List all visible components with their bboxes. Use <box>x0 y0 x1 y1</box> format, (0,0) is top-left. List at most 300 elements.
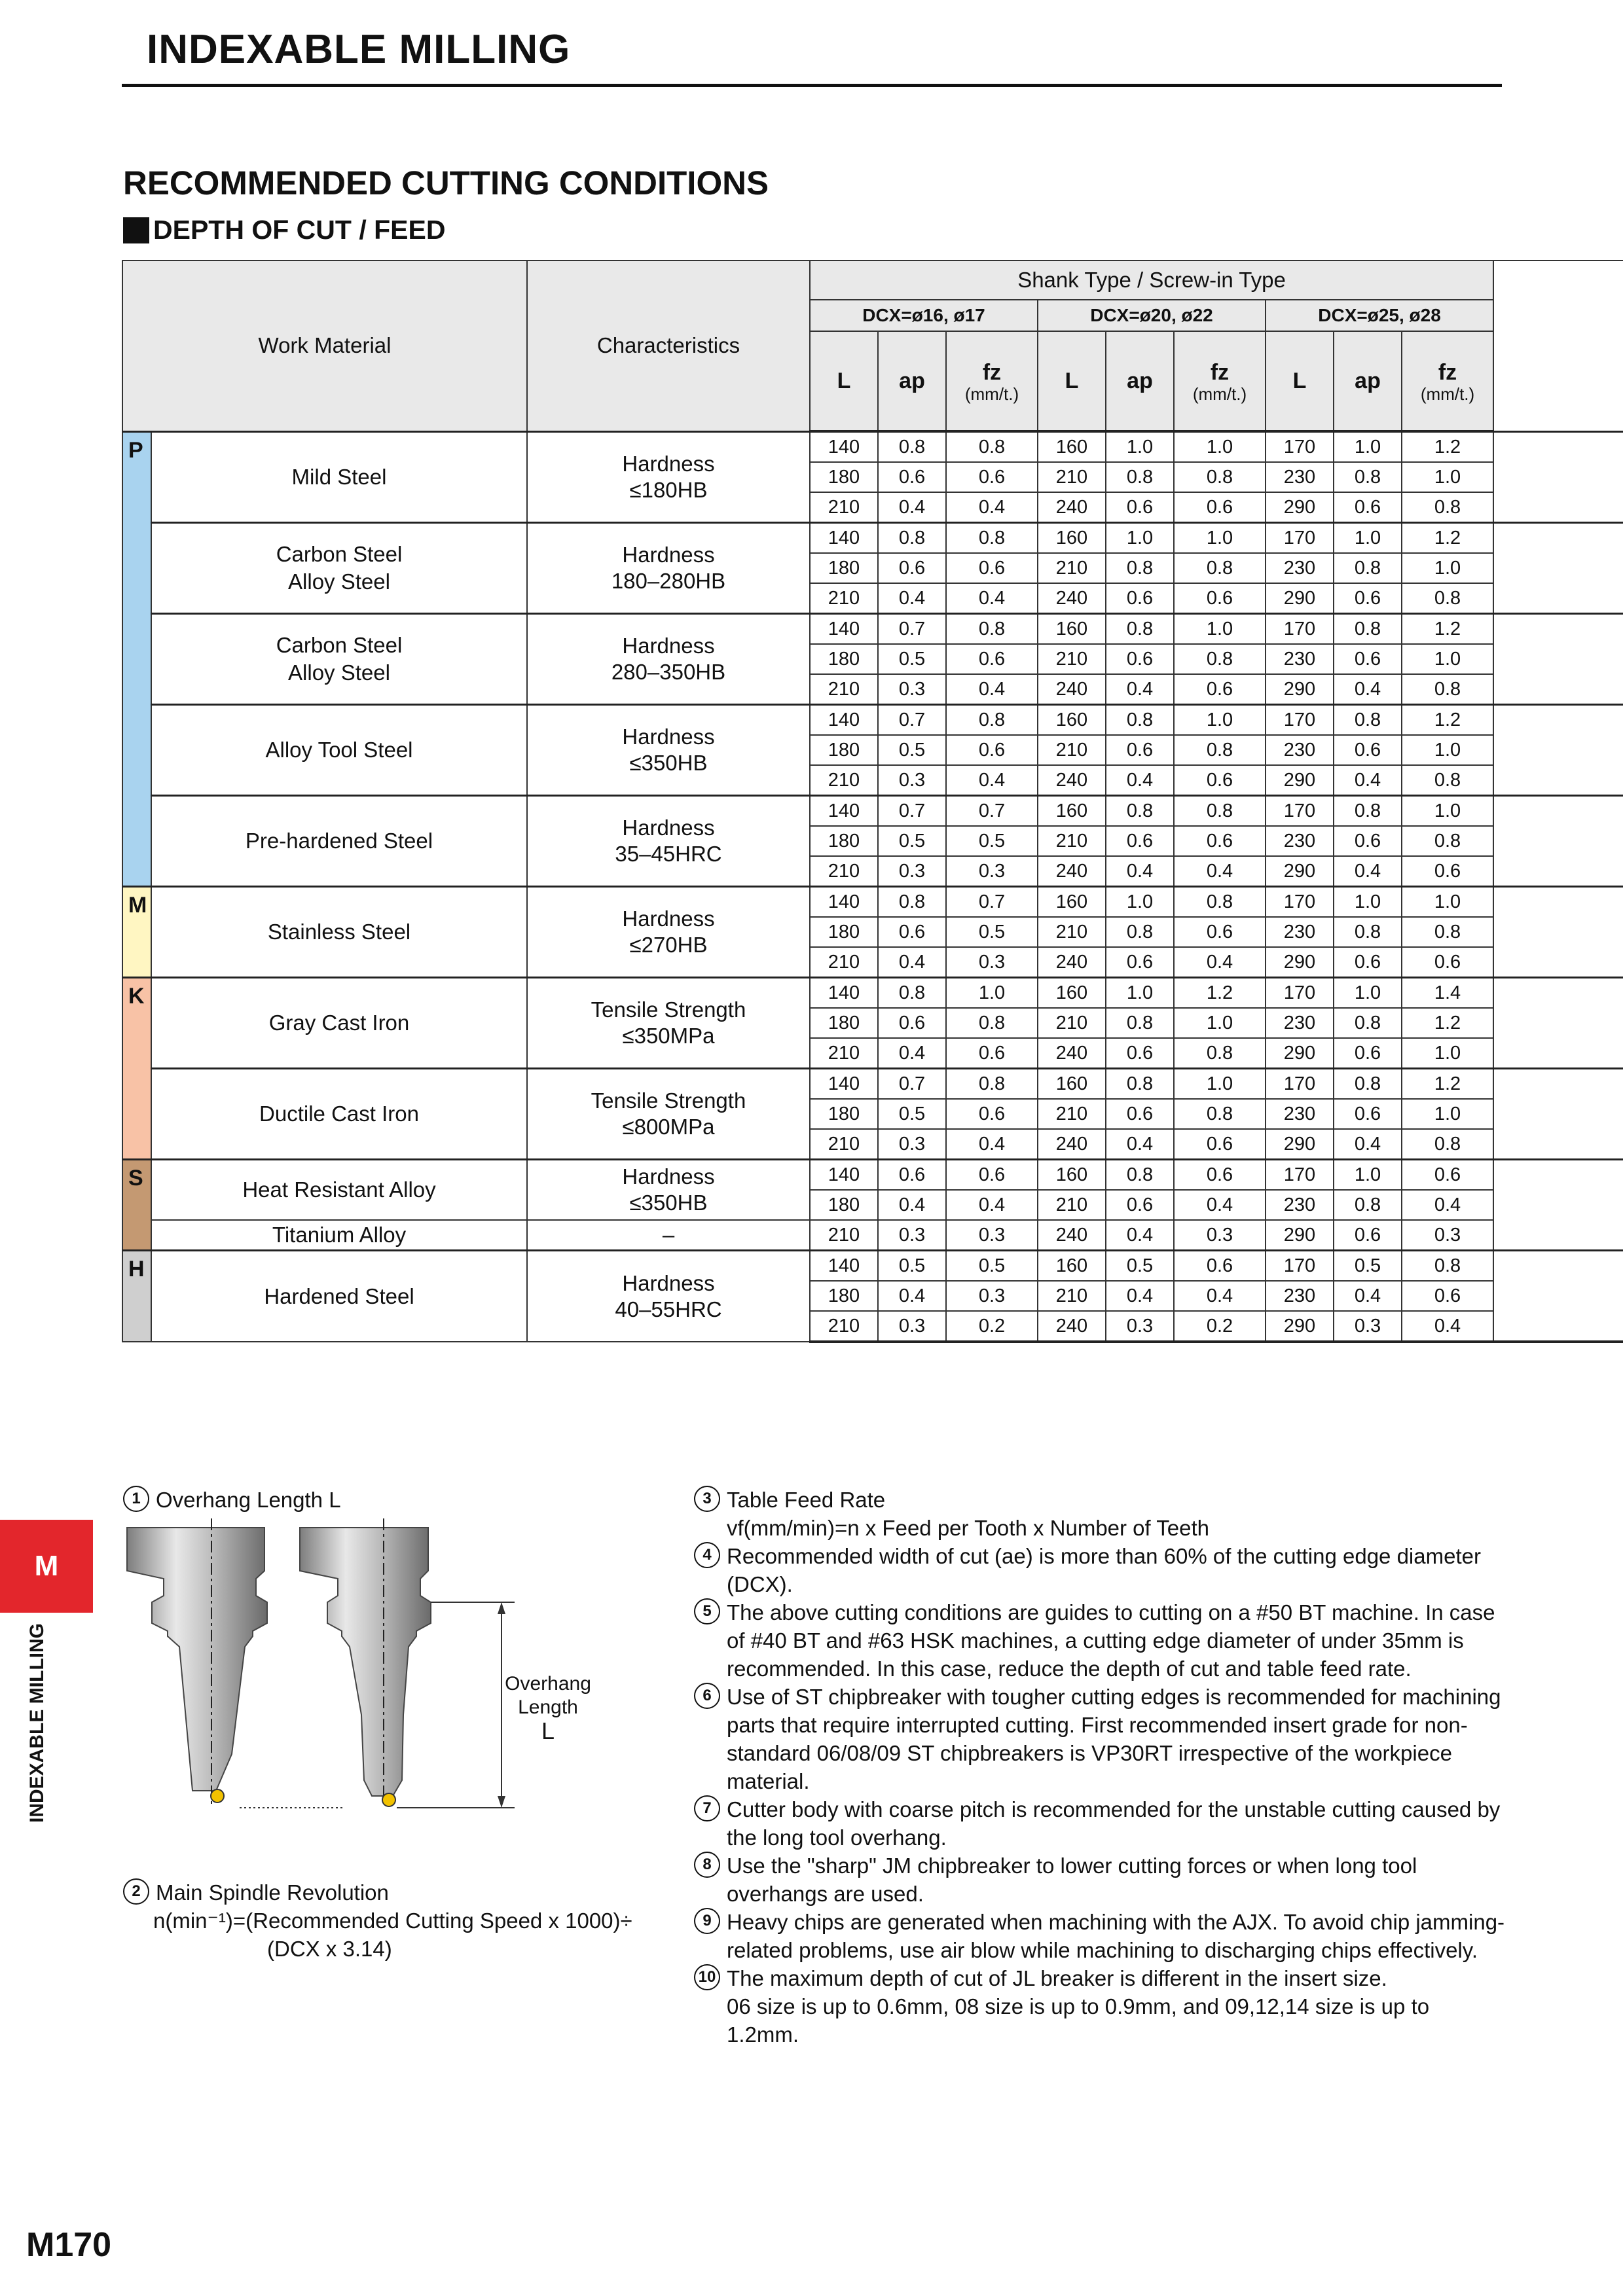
table-cell: 0.4 <box>1402 1311 1493 1342</box>
table-cell: 1.0 <box>1402 735 1493 765</box>
table-cell: 0.8 <box>1106 1008 1174 1038</box>
table-cell: 210 <box>1038 462 1106 492</box>
table-cell: 0.4 <box>946 674 1038 705</box>
table-cell: 0.8 <box>1106 462 1174 492</box>
table-blank-cell <box>1493 796 1623 827</box>
table-cell: 0.5 <box>1106 1251 1174 1282</box>
header-ap: ap <box>878 331 946 431</box>
table-cell: 0.4 <box>878 583 946 614</box>
table-cell: 140 <box>810 705 878 736</box>
table-cell: 0.8 <box>1402 765 1493 796</box>
table-cell: 1.2 <box>1402 614 1493 645</box>
table-cell: 0.6 <box>946 553 1038 583</box>
table-cell: 170 <box>1266 431 1334 462</box>
table-row <box>122 1251 1623 1282</box>
iso-group-p: P <box>122 431 151 887</box>
table-cell: 0.3 <box>946 947 1038 978</box>
note-line: Use of ST chipbreaker with tougher cutting edges is recommended for machining parts that require interrupted cutting. First recommended insert grade for non-standard 06/08/09 ST chipbreakers is VP30RT irrespective of the workpiece material. <box>727 1685 1501 1793</box>
table-cell: 240 <box>1038 674 1106 705</box>
table-cell: 230 <box>1266 553 1334 583</box>
characteristics-line: Tensile Strength <box>591 1088 746 1113</box>
table-cell: 1.0 <box>1402 644 1493 674</box>
table-cell: 140 <box>810 1251 878 1282</box>
table-cell: 210 <box>810 492 878 523</box>
header-characteristics: Characteristics <box>527 260 810 431</box>
table-cell: 0.6 <box>1106 735 1174 765</box>
table-cell: 0.5 <box>878 1099 946 1129</box>
table-cell: 0.6 <box>946 644 1038 674</box>
table-cell: 0.4 <box>878 1038 946 1069</box>
table-cell: 240 <box>1038 765 1106 796</box>
table-cell: 0.7 <box>946 796 1038 827</box>
table-cell: 1.0 <box>946 978 1038 1009</box>
table-cell: 0.8 <box>878 978 946 1009</box>
characteristics-cell <box>527 705 810 796</box>
table-cell: 230 <box>1266 826 1334 856</box>
table-cell: 1.0 <box>1334 1160 1402 1191</box>
table-cell: 290 <box>1266 674 1334 705</box>
table-cell: 210 <box>810 674 878 705</box>
table-cell: 0.4 <box>946 1190 1038 1220</box>
table-cell: 0.6 <box>878 917 946 947</box>
note-item <box>694 1542 1506 1598</box>
header-fz-unit: (mm/t.) <box>1192 384 1247 404</box>
header-dcx-group: DCX=ø16, ø17 <box>810 300 1038 331</box>
table-cell: 0.8 <box>1334 705 1402 736</box>
characteristics-line: 40–55HRC <box>615 1297 722 1321</box>
table-cell: 290 <box>1266 856 1334 887</box>
table-blank-cell <box>1493 1069 1623 1100</box>
table-cell: 1.2 <box>1402 1069 1493 1100</box>
table-cell: 1.0 <box>1334 523 1402 554</box>
table-blank-cell <box>1493 492 1623 523</box>
table-cell: 230 <box>1266 1099 1334 1129</box>
work-material-cell <box>151 431 527 523</box>
table-cell: 1.0 <box>1174 523 1266 554</box>
note-text <box>727 1795 1506 1852</box>
note-line: vf(mm/min)=n x Feed per Tooth x Number of Teeth <box>727 1516 1210 1540</box>
table-row <box>122 523 1623 554</box>
work-material-cell <box>151 887 527 978</box>
number-badge: 7 <box>694 1795 720 1821</box>
table-cell: 210 <box>1038 644 1106 674</box>
table-cell: 180 <box>810 644 878 674</box>
table-cell: 0.6 <box>1106 644 1174 674</box>
table-cell: 210 <box>810 1129 878 1160</box>
table-cell: 1.0 <box>1334 887 1402 918</box>
characteristics-cell <box>527 1160 810 1221</box>
table-cell: 0.6 <box>1106 947 1174 978</box>
number-badge: 5 <box>694 1598 720 1624</box>
table-cell: 180 <box>810 826 878 856</box>
characteristics-line: Hardness <box>622 1270 715 1295</box>
table-cell: 0.8 <box>1174 735 1266 765</box>
table-cell: 0.4 <box>946 1129 1038 1160</box>
table-cell: 0.4 <box>878 1281 946 1311</box>
table-cell: 0.6 <box>1334 1099 1402 1129</box>
table-cell: 0.3 <box>878 674 946 705</box>
table-cell: 0.8 <box>1402 583 1493 614</box>
table-row <box>122 978 1623 1009</box>
table-cell: 0.6 <box>1174 1160 1266 1191</box>
number-badge: 1 <box>123 1486 149 1512</box>
table-cell: 0.5 <box>946 1251 1038 1282</box>
table-cell: 1.2 <box>1402 523 1493 554</box>
table-cell: 1.0 <box>1174 1069 1266 1100</box>
table-cell: 210 <box>810 947 878 978</box>
table-cell: 0.4 <box>1106 765 1174 796</box>
table-cell: 140 <box>810 614 878 645</box>
number-badge: 3 <box>694 1486 720 1512</box>
table-cell: 0.4 <box>946 583 1038 614</box>
table-cell: 1.0 <box>1402 462 1493 492</box>
iso-group-m: M <box>122 887 151 978</box>
table-cell: 0.3 <box>878 856 946 887</box>
work-material-cell: Titanium Alloy <box>151 1220 527 1251</box>
header-L: L <box>810 331 878 431</box>
table-cell: 180 <box>810 1281 878 1311</box>
work-material-line: Carbon Steel <box>276 633 403 657</box>
table-cell: 0.7 <box>878 1069 946 1100</box>
table-cell: 180 <box>810 917 878 947</box>
characteristics-cell <box>527 1069 810 1160</box>
table-cell: 0.4 <box>1174 947 1266 978</box>
characteristics-cell <box>527 1251 810 1342</box>
table-cell: 140 <box>810 887 878 918</box>
table-cell: 140 <box>810 1160 878 1191</box>
square-bullet-icon <box>123 217 149 243</box>
table-cell: 210 <box>1038 1099 1106 1129</box>
table-row <box>122 887 1623 918</box>
table-blank-cell <box>1493 1220 1623 1251</box>
table-cell: 0.8 <box>1334 462 1402 492</box>
note-title: Main Spindle Revolution <box>156 1880 389 1905</box>
header-work-material: Work Material <box>122 260 527 431</box>
table-cell: 230 <box>1266 1190 1334 1220</box>
table-cell: 140 <box>810 1069 878 1100</box>
table-cell: 160 <box>1038 1251 1106 1282</box>
table-blank-cell <box>1493 523 1623 554</box>
characteristics-line: Hardness <box>622 451 715 476</box>
work-material-line: Pre-hardened Steel <box>245 829 433 853</box>
section-tab-label: INDEXABLE MILLING <box>26 1623 48 1823</box>
table-cell: 0.8 <box>1106 705 1174 736</box>
characteristics-line: Hardness <box>622 725 715 749</box>
table-cell: 210 <box>1038 1190 1106 1220</box>
table-cell: 0.6 <box>1334 1220 1402 1251</box>
note-item <box>694 1486 1506 1542</box>
table-cell: 0.6 <box>1334 583 1402 614</box>
note-text <box>727 1852 1506 1908</box>
characteristics-line: ≤350HB <box>629 751 708 775</box>
table-cell: 0.6 <box>1334 644 1402 674</box>
page-number: M170 <box>26 2226 112 2264</box>
note-item <box>694 1795 1506 1852</box>
header-fz-label: fz <box>982 359 1002 385</box>
table-cell: 0.5 <box>878 826 946 856</box>
table-cell: 0.6 <box>1106 1038 1174 1069</box>
table-cell: 0.2 <box>946 1311 1038 1342</box>
table-cell: 0.8 <box>1334 553 1402 583</box>
table-cell: 0.8 <box>1334 1069 1402 1100</box>
table-blank-cell <box>1493 765 1623 796</box>
note-line: Use the "sharp" JM chipbreaker to lower cutting forces or when long tool overhangs are used. <box>727 1854 1417 1906</box>
table-cell: 1.2 <box>1402 431 1493 462</box>
table-cell: 160 <box>1038 887 1106 918</box>
table-cell: 0.6 <box>1174 1129 1266 1160</box>
table-cell: 160 <box>1038 431 1106 462</box>
table-cell: 290 <box>1266 947 1334 978</box>
note-line: The above cutting conditions are guides to cutting on a #50 BT machine. In case of #40 BT and #63 HSK machines, a cutting edge diameter of under 35mm is recommended. In this case, reduce the depth of cut and table feed rate. <box>727 1600 1495 1681</box>
overhang-label-line2: Length <box>518 1696 578 1718</box>
characteristics-cell <box>527 978 810 1069</box>
table-cell: 290 <box>1266 583 1334 614</box>
table-cell: 140 <box>810 523 878 554</box>
table-cell: 0.6 <box>946 1038 1038 1069</box>
table-blank-cell <box>1493 735 1623 765</box>
table-cell: 0.6 <box>878 462 946 492</box>
table-cell: 0.8 <box>1106 796 1174 827</box>
table-cell: 1.0 <box>1402 796 1493 827</box>
table-cell: 0.6 <box>1402 1281 1493 1311</box>
note-item <box>694 1598 1506 1683</box>
work-material-line: Alloy Steel <box>288 569 390 594</box>
table-cell: 0.8 <box>878 523 946 554</box>
characteristics-line: ≤180HB <box>629 477 708 502</box>
table-cell: 240 <box>1038 583 1106 614</box>
table-cell: 0.8 <box>1174 887 1266 918</box>
characteristics-line: Hardness <box>622 906 715 931</box>
table-row <box>122 614 1623 645</box>
table-cell: 240 <box>1038 1220 1106 1251</box>
table-cell: 240 <box>1038 856 1106 887</box>
table-blank-cell <box>1493 887 1623 918</box>
table-cell: 0.4 <box>878 492 946 523</box>
table-row <box>122 1160 1623 1191</box>
table-cell: 0.3 <box>878 1129 946 1160</box>
table-cell: 0.3 <box>878 765 946 796</box>
table-cell: 0.4 <box>1174 1281 1266 1311</box>
overhang-label-line1: Overhang <box>505 1673 591 1695</box>
table-cell: 210 <box>810 583 878 614</box>
header-dcx-group: DCX=ø20, ø22 <box>1038 300 1266 331</box>
table-cell: 170 <box>1266 614 1334 645</box>
table-cell: 1.0 <box>1402 1038 1493 1069</box>
characteristics-line: ≤270HB <box>629 933 708 957</box>
table-cell: 1.2 <box>1402 705 1493 736</box>
table-blank-cell <box>1493 917 1623 947</box>
table-cell: 1.0 <box>1402 553 1493 583</box>
table-cell: 0.3 <box>1402 1220 1493 1251</box>
note-title: Overhang Length L <box>156 1488 341 1512</box>
header-fz <box>946 331 1038 431</box>
table-cell: 210 <box>1038 553 1106 583</box>
characteristics-line: Hardness <box>622 816 715 840</box>
table-cell: 0.6 <box>1106 492 1174 523</box>
characteristics-line: Hardness <box>622 543 715 567</box>
table-cell: 0.4 <box>1334 856 1402 887</box>
header-blank <box>1493 260 1623 431</box>
table-cell: 0.4 <box>1334 765 1402 796</box>
number-badge: 2 <box>123 1878 149 1905</box>
table-cell: 0.4 <box>1334 674 1402 705</box>
characteristics-cell: – <box>527 1220 810 1251</box>
section-title: RECOMMENDED CUTTING CONDITIONS <box>123 164 769 202</box>
header-ap: ap <box>1334 331 1402 431</box>
table-cell: 230 <box>1266 644 1334 674</box>
table-cell: 0.8 <box>1402 917 1493 947</box>
header-fz-unit: (mm/t.) <box>964 384 1019 404</box>
right-notes <box>694 1486 1506 2049</box>
table-cell: 0.6 <box>1174 917 1266 947</box>
table-cell: 170 <box>1266 1160 1334 1191</box>
table-row <box>122 1220 1623 1251</box>
note-line: The maximum depth of cut of JL breaker is different in the insert size. <box>727 1966 1387 1990</box>
table-cell: 170 <box>1266 523 1334 554</box>
characteristics-cell <box>527 796 810 887</box>
table-cell: 0.4 <box>1174 856 1266 887</box>
table-cell: 0.4 <box>1106 856 1174 887</box>
table-blank-cell <box>1493 705 1623 736</box>
table-cell: 0.6 <box>946 1099 1038 1129</box>
table-cell: 0.6 <box>946 462 1038 492</box>
table-cell: 0.8 <box>878 431 946 462</box>
table-blank-cell <box>1493 978 1623 1009</box>
table-cell: 210 <box>1038 1008 1106 1038</box>
table-cell: 0.8 <box>1402 674 1493 705</box>
table-blank-cell <box>1493 583 1623 614</box>
table-cell: 0.8 <box>946 614 1038 645</box>
note-text <box>727 1908 1506 1964</box>
note-main-spindle <box>123 1878 632 1963</box>
overhang-length-label <box>486 1672 610 1743</box>
header-fz-label: fz <box>1210 359 1230 385</box>
iso-group-h: H <box>122 1251 151 1342</box>
table-cell: 0.6 <box>946 1160 1038 1191</box>
table-cell: 240 <box>1038 1311 1106 1342</box>
table-cell: 0.3 <box>878 1311 946 1342</box>
table-cell: 240 <box>1038 947 1106 978</box>
table-cell: 180 <box>810 735 878 765</box>
table-cell: 0.6 <box>1106 826 1174 856</box>
header-fz-unit: (mm/t.) <box>1420 384 1475 404</box>
table-cell: 0.6 <box>946 735 1038 765</box>
spindle-formula: n(min⁻¹)=(Recommended Cutting Speed x 1000)÷ <box>153 1909 632 1933</box>
table-cell: 160 <box>1038 796 1106 827</box>
table-cell: 0.6 <box>1174 1251 1266 1282</box>
note-text <box>727 1964 1506 2049</box>
characteristics-line: 180–280HB <box>611 569 726 593</box>
table-cell: 0.5 <box>878 644 946 674</box>
table-cell: 160 <box>1038 1160 1106 1191</box>
table-cell: 1.2 <box>1402 1008 1493 1038</box>
table-blank-cell <box>1493 1311 1623 1342</box>
table-cell: 0.8 <box>1402 1129 1493 1160</box>
table-cell: 210 <box>810 1220 878 1251</box>
table-blank-cell <box>1493 674 1623 705</box>
table-cell: 0.3 <box>1174 1220 1266 1251</box>
table-blank-cell <box>1493 431 1623 462</box>
table-cell: 0.8 <box>946 705 1038 736</box>
note-line: Cutter body with coarse pitch is recommended for the unstable cutting caused by the long tool overhang. <box>727 1797 1501 1850</box>
table-cell: 1.0 <box>1402 887 1493 918</box>
work-material-cell <box>151 523 527 614</box>
table-cell: 0.3 <box>946 856 1038 887</box>
table-cell: 0.8 <box>1174 553 1266 583</box>
table-cell: 0.4 <box>1402 1190 1493 1220</box>
table-cell: 0.8 <box>1334 1008 1402 1038</box>
table-cell: 210 <box>1038 917 1106 947</box>
table-cell: 0.7 <box>878 796 946 827</box>
note-line: Heavy chips are generated when machining with the AJX. To avoid chip jamming-related problems, use air blow while machining to discharging chips effectively. <box>727 1910 1505 1962</box>
table-cell: 210 <box>1038 735 1106 765</box>
spindle-formula-denominator: (DCX x 3.14) <box>267 1937 392 1961</box>
table-cell: 0.3 <box>1106 1311 1174 1342</box>
table-cell: 0.4 <box>1106 1129 1174 1160</box>
subsection-title <box>123 215 445 245</box>
work-material-line: Alloy Tool Steel <box>265 738 413 762</box>
table-cell: 0.4 <box>1106 674 1174 705</box>
header-fz <box>1174 331 1266 431</box>
table-cell: 0.6 <box>1174 583 1266 614</box>
header-dcx-group: DCX=ø25, ø28 <box>1266 300 1493 331</box>
table-cell: 230 <box>1266 917 1334 947</box>
table-cell: 180 <box>810 1008 878 1038</box>
table-cell: 210 <box>1038 826 1106 856</box>
table-cell: 0.3 <box>878 1220 946 1251</box>
number-badge: 6 <box>694 1683 720 1709</box>
table-blank-cell <box>1493 1038 1623 1069</box>
table-cell: 290 <box>1266 1038 1334 1069</box>
cutting-conditions-table <box>122 260 1623 1343</box>
table-row <box>122 705 1623 736</box>
table-cell: 0.8 <box>1106 614 1174 645</box>
table-blank-cell <box>1493 644 1623 674</box>
table-cell: 180 <box>810 1190 878 1220</box>
table-cell: 0.4 <box>878 947 946 978</box>
table-cell: 170 <box>1266 796 1334 827</box>
table-cell: 230 <box>1266 1008 1334 1038</box>
note-text <box>727 1542 1506 1598</box>
table-cell: 0.8 <box>1174 1099 1266 1129</box>
work-material-line: Ductile Cast Iron <box>259 1102 419 1126</box>
table-cell: 0.3 <box>1334 1311 1402 1342</box>
table-cell: 0.4 <box>946 765 1038 796</box>
table-cell: 0.7 <box>878 614 946 645</box>
table-cell: 0.6 <box>1402 1160 1493 1191</box>
note-item <box>694 1852 1506 1908</box>
table-cell: 140 <box>810 431 878 462</box>
table-cell: 0.8 <box>946 1008 1038 1038</box>
table-cell: 290 <box>1266 765 1334 796</box>
note-item <box>694 1964 1506 2049</box>
note-line: Recommended width of cut (ae) is more than 60% of the cutting edge diameter (DCX). <box>727 1544 1481 1596</box>
table-cell: 0.5 <box>946 917 1038 947</box>
characteristics-line: ≤350HB <box>629 1191 708 1215</box>
table-cell: 0.6 <box>1334 947 1402 978</box>
table-cell: 0.8 <box>1106 1069 1174 1100</box>
table-cell: 140 <box>810 978 878 1009</box>
table-cell: 1.0 <box>1174 1008 1266 1038</box>
table-blank-cell <box>1493 553 1623 583</box>
note-text <box>727 1683 1506 1795</box>
table-cell: 0.6 <box>1174 674 1266 705</box>
number-badge: 10 <box>694 1964 720 1990</box>
table-cell: 0.6 <box>878 1160 946 1191</box>
table-cell: 0.8 <box>946 431 1038 462</box>
table-cell: 180 <box>810 1099 878 1129</box>
table-cell: 1.0 <box>1334 431 1402 462</box>
